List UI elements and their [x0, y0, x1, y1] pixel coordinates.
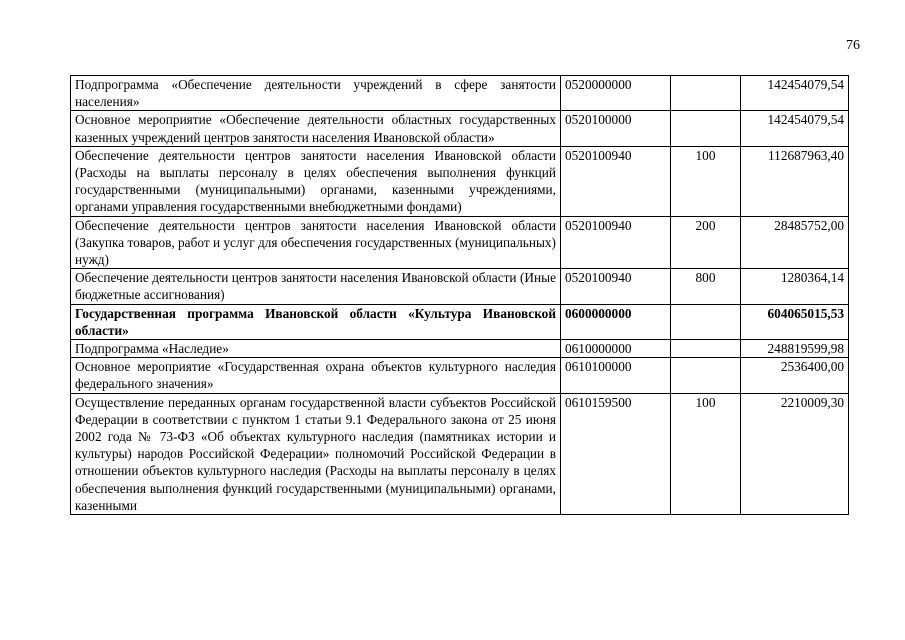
- row-amount: 2210009,30: [741, 393, 849, 514]
- row-name: Осуществление переданных органам государственной власти субъектов Российской Федерации в соответствии с пунктом 1 статьи 9.1 Федерального закона от 25 июня 2002 года № 73-ФЗ «Об объектах культурного наследия (памятниках истории и культуры) народов Российской Федерации» полномочий Российской Федерации в отношении объектов культурного наследия (Расходы на выплаты персоналу в целях обеспечения выполнения функций государственными (муниципальными) органами, казенными: [71, 393, 561, 514]
- page-number: 76: [846, 38, 860, 53]
- row-name: Основное мероприятие «Государственная охрана объектов культурного наследия федерального значения»: [71, 358, 561, 393]
- row-amount: 28485752,00: [741, 216, 849, 269]
- row-expense-type: [671, 340, 741, 358]
- row-expense-type: 100: [671, 393, 741, 514]
- row-amount: 142454079,54: [741, 76, 849, 111]
- row-target-code: 0520100940: [561, 269, 671, 304]
- row-expense-type: [671, 358, 741, 393]
- row-amount: 1280364,14: [741, 269, 849, 304]
- row-name: Основное мероприятие «Обеспечение деятельности областных государственных казенных учреждений центров занятости населения Ивановской области»: [71, 111, 561, 146]
- row-target-code: 0610000000: [561, 340, 671, 358]
- row-expense-type: 200: [671, 216, 741, 269]
- row-name: Обеспечение деятельности центров занятости населения Ивановской области (Иные бюджетные ассигнования): [71, 269, 561, 304]
- row-name: Государственная программа Ивановской области «Культура Ивановской области»: [71, 304, 561, 339]
- row-target-code: 0610100000: [561, 358, 671, 393]
- row-target-code: 0610159500: [561, 393, 671, 514]
- row-name: Подпрограмма «Обеспечение деятельности учреждений в сфере занятости населения»: [71, 76, 561, 111]
- row-target-code: 0520100940: [561, 216, 671, 269]
- budget-table: [70, 75, 849, 515]
- row-name: Обеспечение деятельности центров занятости населения Ивановской области (Закупка товаров, работ и услуг для обеспечения государственных (муниципальных) нужд): [71, 216, 561, 269]
- row-expense-type: [671, 76, 741, 111]
- row-expense-type: 100: [671, 146, 741, 216]
- row-target-code: 0600000000: [561, 304, 671, 339]
- table-row: [71, 216, 849, 269]
- row-expense-type: [671, 111, 741, 146]
- row-name: Обеспечение деятельности центров занятости населения Ивановской области (Расходы на выплаты персоналу в целях обеспечения выполнения функций государственными (муниципальными) органами, казенными учреждениями, органами управления государственными внебюджетными фондами): [71, 146, 561, 216]
- table-row: [71, 269, 849, 304]
- row-target-code: 0520100000: [561, 111, 671, 146]
- table-row: [71, 76, 849, 111]
- table-row: [71, 358, 849, 393]
- table-row-program: [71, 304, 849, 339]
- row-amount: 604065015,53: [741, 304, 849, 339]
- row-expense-type: [671, 304, 741, 339]
- row-expense-type: 800: [671, 269, 741, 304]
- table-row: [71, 393, 849, 514]
- row-target-code: 0520100940: [561, 146, 671, 216]
- row-amount: 2536400,00: [741, 358, 849, 393]
- row-amount: 248819599,98: [741, 340, 849, 358]
- table-row: [71, 340, 849, 358]
- row-target-code: 0520000000: [561, 76, 671, 111]
- row-name: Подпрограмма «Наследие»: [71, 340, 561, 358]
- table-row: [71, 146, 849, 216]
- table-row: [71, 111, 849, 146]
- row-amount: 112687963,40: [741, 146, 849, 216]
- row-amount: 142454079,54: [741, 111, 849, 146]
